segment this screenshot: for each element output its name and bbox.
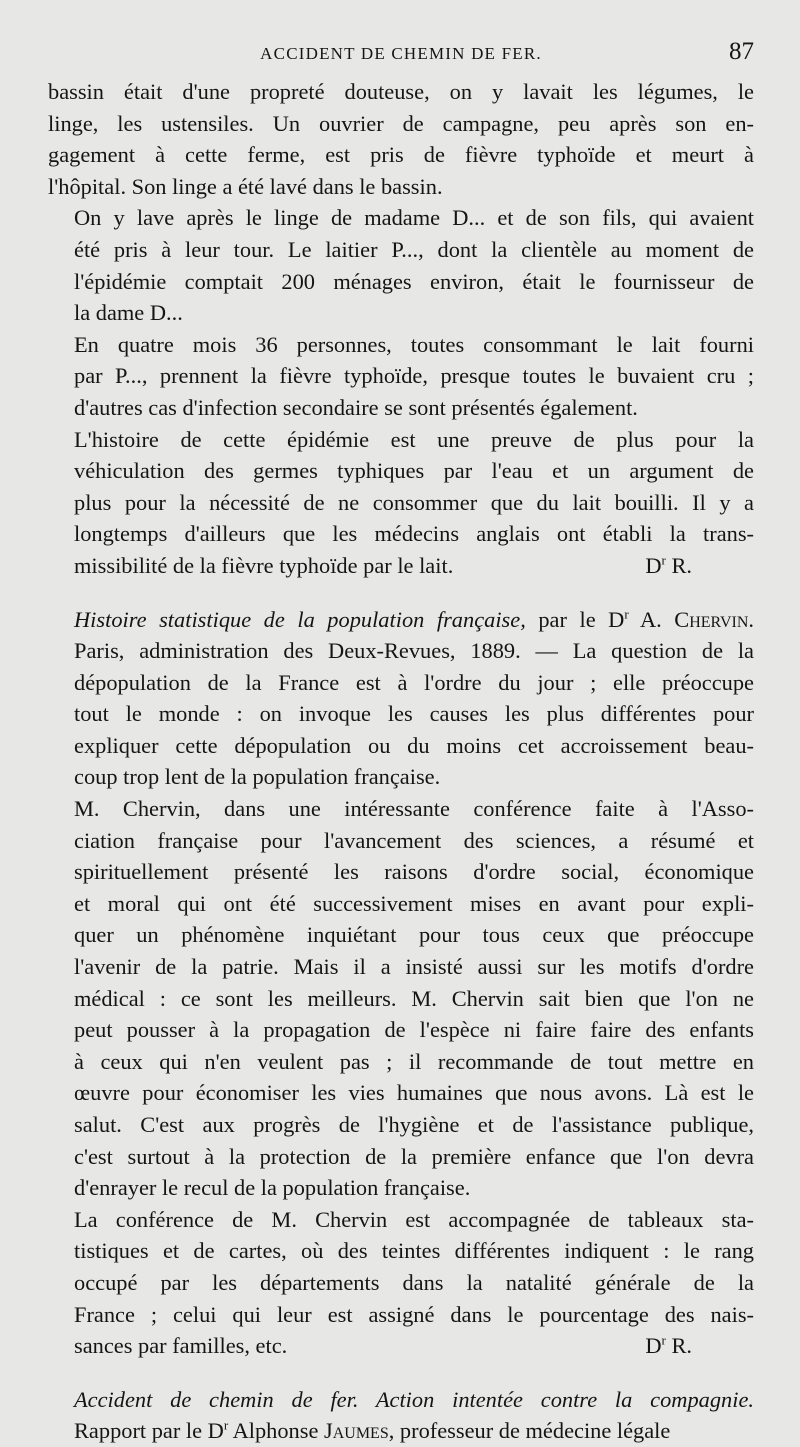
signature-sup: r xyxy=(661,1332,666,1348)
section-gap xyxy=(48,582,754,604)
final-report-line xyxy=(48,1415,754,1447)
paragraph-4 xyxy=(48,424,754,582)
text-line: La conférence de M. Chervin est accompagnée de tableaux sta- xyxy=(74,1206,754,1232)
page-number: 87 xyxy=(729,38,754,65)
final-report-c: , professeur de médecine légale xyxy=(388,1418,671,1444)
paragraph-1 xyxy=(48,76,754,202)
text-line: tout le monde : on invoque les causes les plus différentes pour xyxy=(74,701,754,727)
section-gap xyxy=(48,1362,754,1384)
text-line: été pris à leur tour. Le laitier P..., dont la clientèle au moment de xyxy=(74,236,754,262)
signature-name: R. xyxy=(665,552,692,578)
text-line: l'avenir de la patrie. Mais il a insisté aussi sur les motifs d'ordre xyxy=(74,954,754,980)
text-line: M. Chervin, dans une intéressante conférence faite à l'Asso- xyxy=(74,796,754,822)
review-paragraph xyxy=(48,604,754,794)
text-line: médical : ce sont les meilleurs. M. Chervin sait bien que l'on ne xyxy=(74,985,754,1011)
signed-line xyxy=(48,1330,754,1362)
text-line: expliquer cette dépopulation ou du moins cet accroissement beau- xyxy=(74,732,754,758)
text-line: œuvre pour économiser les vies humaines que nous avons. Là est le xyxy=(74,1080,754,1106)
review-author-initial: A. xyxy=(628,606,675,632)
text-line: peut pousser à la propagation de l'espèce ni faire faire des enfants xyxy=(74,1017,754,1043)
text-line: gagement à cette ferme, est pris de fièvre typhoïde et meurt à xyxy=(48,142,754,168)
text-line: l'hôpital. Son linge a été lavé dans le bassin. xyxy=(48,173,443,199)
review-by: par le D xyxy=(525,606,625,632)
text-line: c'est surtout à la protection de la première enfance que l'on devra xyxy=(74,1143,754,1169)
text-line: plus pour la nécessité de ne consommer que du lait bouilli. Il y a xyxy=(74,489,754,515)
paragraph-6 xyxy=(48,793,754,1204)
signature-sup: r xyxy=(661,552,666,568)
text-line: véhiculation des germes typhiques par l'eau et un argument de xyxy=(74,458,754,484)
text-line: et moral qui ont été successivement mises en avant pour expli- xyxy=(74,890,754,916)
review-title: Histoire statistique de la population française, xyxy=(74,606,526,632)
signature-d: D xyxy=(645,552,662,578)
signature-name: R. xyxy=(665,1333,692,1359)
text-line: L'histoire de cette épidémie est une preuve de plus pour la xyxy=(74,426,754,452)
text-line-end: missibilité de la fièvre typhoïde par le lait. xyxy=(74,552,454,578)
paragraph-7 xyxy=(48,1204,754,1362)
text-line: la dame D... xyxy=(74,300,183,326)
signature xyxy=(619,1330,754,1362)
final-title: Accident de chemin de fer. Action intentée contre la compagnie. xyxy=(74,1386,754,1412)
signature-d: D xyxy=(645,1333,662,1359)
final-report-sup: r xyxy=(223,1417,229,1433)
text-line: linge, les ustensiles. Un ouvrier de campagne, peu après son en- xyxy=(48,110,754,136)
running-title: ACCIDENT DE CHEMIN DE FER. xyxy=(260,44,542,63)
running-head xyxy=(48,38,754,76)
final-heading-line xyxy=(48,1384,754,1416)
final-report-name: Jaumes xyxy=(324,1418,389,1444)
text-line: ciation française pour l'avancement des sciences, a résumé et xyxy=(74,827,754,853)
text-body xyxy=(48,76,754,1447)
text-line: France ; celui qui leur est assigné dans le pourcentage des nais- xyxy=(74,1301,754,1327)
text-line: occupé par les départements dans la natalité générale de la xyxy=(74,1269,754,1295)
text-line: Paris, administration des Deux-Revues, 1889. — La question de la xyxy=(74,638,754,664)
text-line: salut. C'est aux progrès de l'hygiène et de l'assistance publique, xyxy=(74,1112,754,1137)
text-line: dépopulation de la France est à l'ordre du jour ; elle préoccupe xyxy=(74,669,754,695)
paragraph-2 xyxy=(48,202,754,328)
text-line: spirituellement présenté les raisons d'ordre social, économique xyxy=(74,859,754,885)
signature xyxy=(619,550,754,582)
text-line: On y lave après le linge de madame D... et de son fils, qui avaient xyxy=(74,205,754,231)
signed-line xyxy=(48,550,754,582)
text-line: coup trop lent de la population française. xyxy=(74,764,441,790)
final-paragraph xyxy=(48,1384,754,1447)
final-report-a: Rapport par le D xyxy=(74,1418,224,1444)
text-line: longtemps d'ailleurs que les médecins anglais ont établi la trans- xyxy=(74,521,754,547)
paragraph-3 xyxy=(48,329,754,424)
review-heading-line xyxy=(48,604,754,636)
text-line: à ceux qui n'en veulent pas ; il recommande de tout mettre en xyxy=(74,1048,754,1074)
text-line: d'enrayer le recul de la population française. xyxy=(74,1175,471,1201)
text-line: l'épidémie comptait 200 ménages environ, était le fournisseur de xyxy=(74,268,754,294)
text-line: tistiques et de cartes, où des teintes différentes indiquent : le rang xyxy=(74,1238,754,1264)
text-line: En quatre mois 36 personnes, toutes consommant le lait fourni xyxy=(74,331,754,357)
text-line: d'autres cas d'infection secondaire se sont présentés également. xyxy=(74,394,638,420)
text-line: par P..., prennent la fièvre typhoïde, presque toutes le buvaient cru ; xyxy=(74,363,754,389)
final-report-b: Alphonse xyxy=(228,1418,324,1444)
text-line: quer un phénomène inquiétant pour tous ceux que préoccupe xyxy=(74,922,754,948)
text-line: bassin était d'une propreté douteuse, on y lavait les légumes, le xyxy=(48,79,754,104)
review-author-name: Chervin. xyxy=(674,606,754,632)
text-line-end: sances par familles, etc. xyxy=(74,1333,288,1359)
review-by-sup: r xyxy=(624,606,629,622)
